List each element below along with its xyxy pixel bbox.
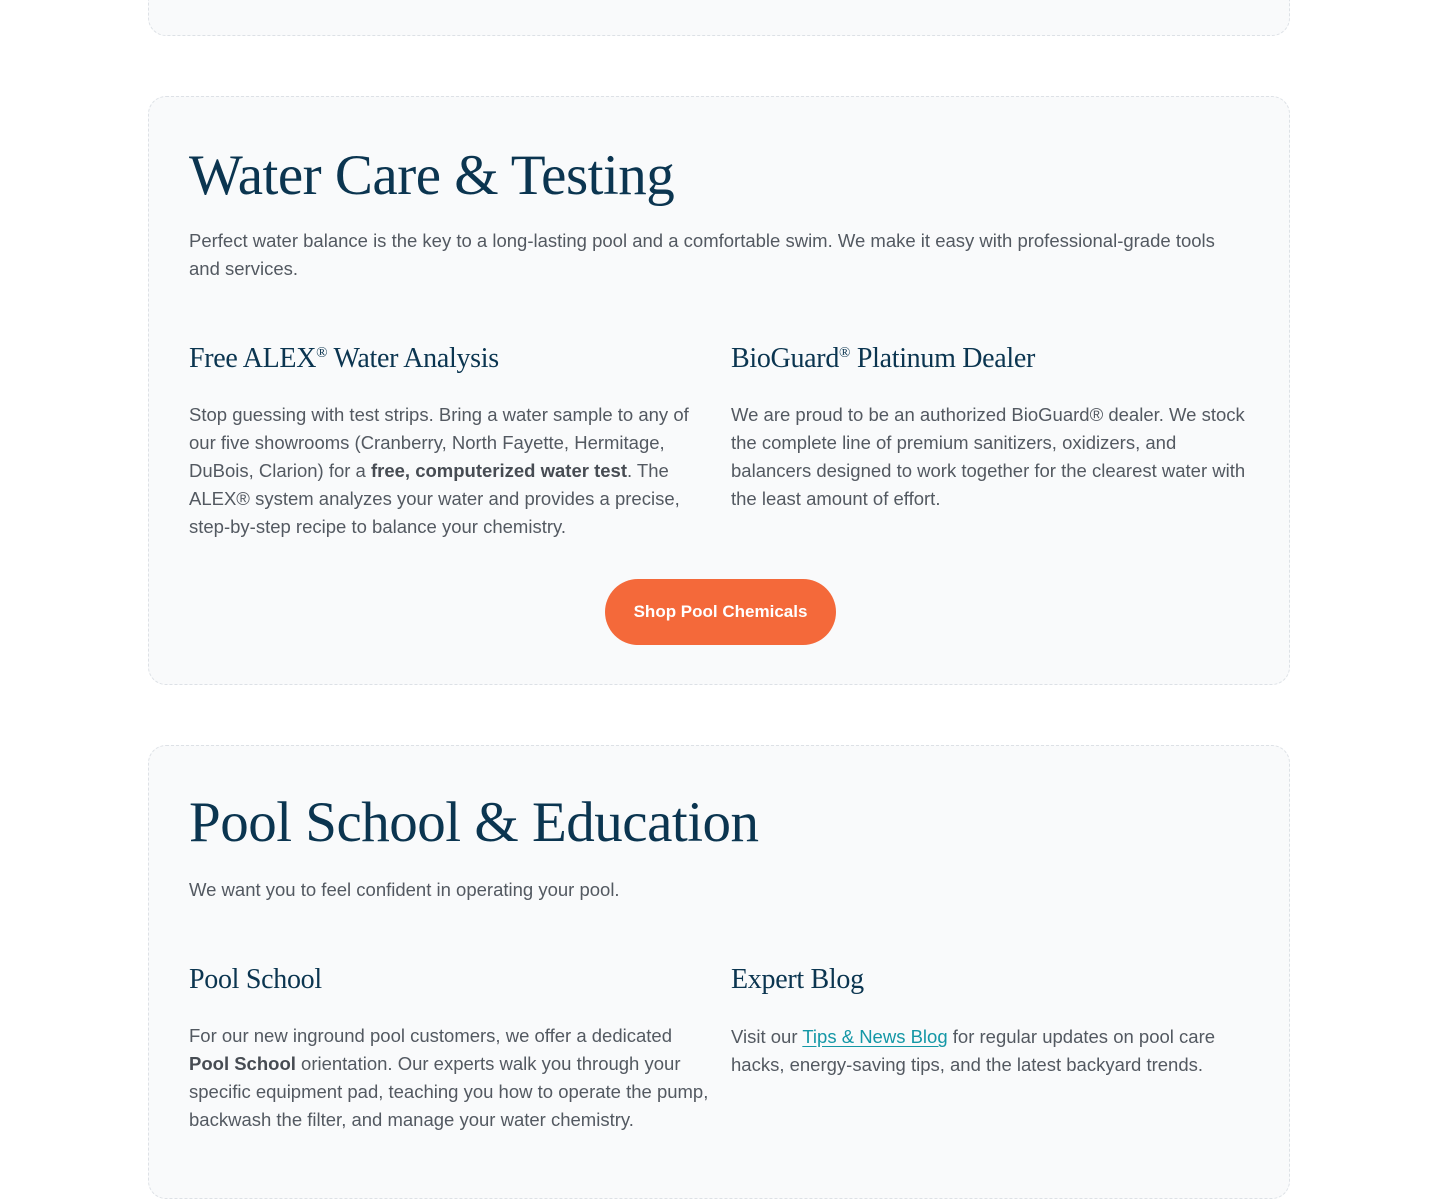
expert-blog-text xyxy=(731,1023,1256,1079)
alex-analysis-text xyxy=(189,401,714,541)
text-run: for regular updates on pool care hacks, energy-saving tips, and the latest backyard trends. xyxy=(731,1026,1216,1075)
section-intro: Perfect water balance is the key to a long-lasting pool and a comfortable swim. We make it easy with professional-grade tools and services. xyxy=(189,230,1215,279)
pool-school-text xyxy=(189,1022,714,1134)
text-run: Visit our xyxy=(731,1026,803,1047)
expert-blog-heading: Expert Blog xyxy=(731,964,864,995)
heading-text: Free ALEX xyxy=(189,343,317,374)
registered-mark: ® xyxy=(316,345,328,361)
section-intro: We want you to feel confident in operating your pool. xyxy=(189,879,620,900)
alex-analysis-heading xyxy=(189,345,499,373)
text-run: . The ALEX® system analyzes your water and provides a precise, step-by-step recipe to balance your chemistry. xyxy=(189,460,680,537)
shop-pool-chemicals-button[interactable]: Shop Pool Chemicals xyxy=(605,579,836,645)
pool-school-heading: Pool School xyxy=(189,964,322,995)
section-title: Water Care & Testing xyxy=(189,144,675,207)
tips-news-blog-link[interactable]: Tips & News Blog xyxy=(802,1026,948,1047)
emphasis-text: free, computerized water test xyxy=(370,460,627,481)
text-run: Stop guessing with test strips. Bring a water sample to any of our five showrooms (Cranberry, North Fayette, Hermitage, DuBois, Clarion) for a xyxy=(189,404,689,481)
bioguard-dealer-text: We are proud to be an authorized BioGuard® dealer. We stock the complete line of premium sanitizers, oxidizers, and balancers designed to work together for the clearest water with the least amount of effort. xyxy=(731,404,1246,509)
previous-section-card xyxy=(148,0,1290,36)
emphasis-text: Pool School xyxy=(189,1053,296,1074)
section-title: Pool School & Education xyxy=(189,791,759,854)
text-run: For our new inground pool customers, we offer a dedicated xyxy=(189,1025,672,1046)
heading-text: Platinum Dealer xyxy=(850,343,1036,374)
heading-text: BioGuard xyxy=(731,343,840,374)
heading-text: Water Analysis xyxy=(327,343,499,374)
registered-mark: ® xyxy=(839,345,851,361)
bioguard-dealer-heading xyxy=(731,345,1035,373)
water-care-section xyxy=(148,96,1290,685)
pool-school-section xyxy=(148,745,1290,1199)
text-run: orientation. Our experts walk you through your specific equipment pad, teaching you how to operate the pump, backwash the filter, and manage your water chemistry. xyxy=(189,1053,709,1130)
